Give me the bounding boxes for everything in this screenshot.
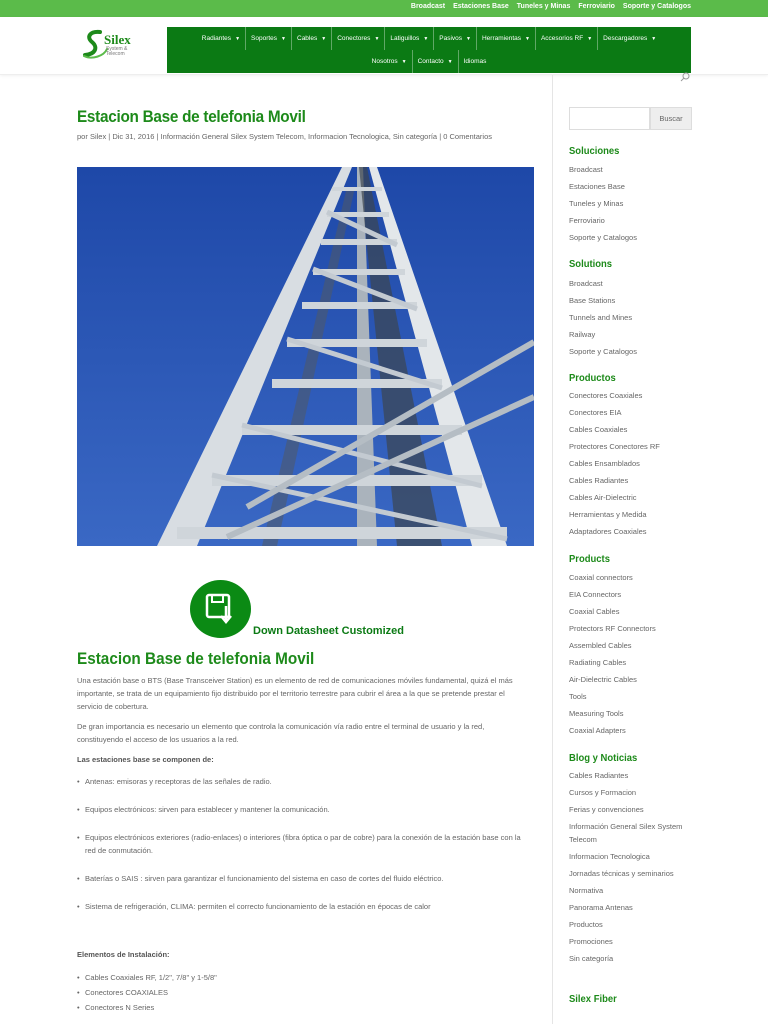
top-link-soporte[interactable]: Soporte y Catalogos [622,3,691,10]
nav-label: Cables [297,35,318,42]
nav-label: Contacto [417,58,444,65]
chevron-down-icon: ▼ [651,35,657,42]
list-item[interactable]: Cursos y Formacion [569,788,637,797]
list-item: • Conectores COAXIALES [85,985,535,1000]
author-link[interactable]: Silex [89,132,107,141]
list-item[interactable]: Railway [569,330,596,339]
list-item: • Equipos electrónicos exteriores (radio-enlaces) o interiores (fibra óptica o par de cobre) para la conexión de la estación base con la red de conmutación. [85,831,530,857]
list-item[interactable]: Coaxial Cables [569,607,620,616]
floppy-download-icon [190,580,251,638]
nav-item-nosotros[interactable] [367,50,413,73]
chevron-down-icon: ▼ [235,35,241,42]
section-heading: Estacion Base de telefonia Movil [77,649,315,668]
nav-label: Latiguillos [390,35,420,42]
chevron-down-icon: ▼ [587,35,593,42]
chevron-down-icon: ▼ [281,35,286,42]
meta-prefix: por [77,132,90,141]
top-link-ferroviario[interactable]: Ferroviario [578,3,615,10]
chevron-down-icon: ▼ [321,35,327,42]
components-title: Las estaciones base se componen de: [77,755,214,764]
nav-label: Descargadores [603,35,648,42]
list-item[interactable]: Tuneles y Minas [569,199,624,208]
widget-title-products: Products [569,553,610,565]
tower-illustration [77,167,534,546]
list-item[interactable]: Ferroviario [569,216,605,225]
list-item[interactable]: Adaptadores Coaxiales [569,527,647,536]
nav-item-accesorios-rf[interactable] [536,27,598,50]
nav-item-descargadores[interactable] [598,27,661,50]
nav-item-contacto[interactable] [413,50,459,73]
main-nav-row-1 [167,27,691,50]
main-nav [167,27,691,73]
list-item[interactable]: Protectors RF Connectors [569,624,656,633]
main-nav-row-2 [167,50,691,73]
widget-list-solutions [569,275,699,360]
list-item: • Sistema de refrigeración, CLIMA: permiten el correcto funcionamiento de la estación en épocas de calor [85,900,530,913]
list-item[interactable]: Air-Dielectric Cables [569,675,637,684]
list-item[interactable]: Conectores Coaxiales [569,391,643,400]
site-header [0,17,768,75]
widget-title-blog: Blog y Noticias [569,752,638,764]
list-item[interactable]: Información General Silex System Telecom [569,822,683,844]
list-item[interactable]: Assembled Cables [569,641,632,650]
list-item[interactable]: Sin categoría [569,954,614,963]
nav-item-latiguillos[interactable] [385,27,434,50]
nav-label: Accesorios RF [540,35,584,42]
list-item[interactable]: Tools [569,692,587,701]
chevron-down-icon: ▼ [401,58,407,65]
list-item[interactable]: Cables Radiantes [569,771,629,780]
list-item[interactable]: Promociones [569,937,613,946]
nav-item-radiantes[interactable] [197,27,246,50]
list-item[interactable]: Productos [569,920,603,929]
list-item[interactable]: Informacion Tecnologica [569,852,650,861]
nav-label: Idiomas [463,58,487,65]
list-item[interactable]: Broadcast [569,165,603,174]
list-item[interactable]: Jornadas técnicas y seminarios [569,869,674,878]
install-title: Elementos de Instalación: [77,950,170,959]
chevron-down-icon: ▼ [525,35,530,42]
site-logo[interactable] [82,29,144,59]
nav-item-conectores[interactable] [332,27,385,50]
list-item[interactable]: Tunnels and Mines [569,313,633,322]
list-item[interactable]: Ferias y convenciones [569,805,644,814]
list-item[interactable]: Radiating Cables [569,658,627,667]
top-link-estaciones-base[interactable]: Estaciones Base [453,3,509,10]
chevron-down-icon: ▼ [423,35,429,42]
tower-image [77,167,534,546]
widget-list-productos [569,387,699,540]
list-item: • Cables Coaxiales RF, 1/2", 7/8" y 1-5/8" [85,970,535,985]
widget-title-soluciones: Soluciones [569,145,620,157]
list-item[interactable]: Measuring Tools [569,709,624,718]
list-item[interactable]: Coaxial Adapters [569,726,626,735]
list-item[interactable]: Panorama Antenas [569,903,633,912]
nav-label: Soportes [251,35,278,42]
datasheet-circle [190,580,251,638]
nav-item-pasivos[interactable] [434,27,477,50]
chevron-down-icon: ▼ [447,58,453,65]
nav-item-idiomas[interactable] [459,50,492,73]
nav-item-herramientas[interactable] [477,27,536,50]
list-item: • Conectores N Series [85,1000,535,1015]
widget-list-products [569,569,699,739]
top-link-tuneles-minas[interactable]: Tuneles y Minas [516,3,571,10]
widget-title-productos: Productos [569,372,616,384]
list-item[interactable]: Cables Ensamblados [569,459,640,468]
sidebar-divider [552,75,553,1024]
list-item[interactable]: Broadcast [569,279,603,288]
logo-subtitle: System & Telecom [106,46,128,57]
list-item[interactable]: Base Stations [569,296,616,305]
post-meta: por Silex | Dic 31, 2016 | Información General Silex System Telecom, Informacion Tecnologica, Sin categoría | 0 Comentarios [77,132,493,141]
list-item[interactable]: Soporte y Catalogos [569,347,637,356]
search-icon[interactable] [680,72,690,82]
nav-label: Nosotros [371,58,398,65]
nav-label: Radiantes [201,35,232,42]
top-links [411,3,691,10]
list-item[interactable]: EIA Connectors [569,590,622,599]
datasheet-download[interactable] [190,580,430,640]
widget-list-blog [569,767,699,967]
list-item[interactable]: Coaxial connectors [569,573,633,582]
nav-label: Conectores [337,35,371,42]
list-item[interactable]: Protectores Conectores RF [569,442,660,451]
widget-list-soluciones [569,161,699,246]
top-bar [0,0,768,17]
list-item[interactable]: Conectores EIA [569,408,622,417]
post-date: Dic 31, 2016 [112,132,155,141]
second-paragraph: De gran importancia es necesario un elemento que controla la comunicación vía radio entre el terminal de usuario y la red, constituyendo el acceso de los usuarios a la red. [77,722,485,744]
category-links[interactable]: Información General Silex System Telecom, Informacion Tecnologica, Sin categoría [160,132,438,141]
intro-paragraph: Una estación base o BTS (Base Transceiver Station) es un elemento de red de comunicaciones móviles fundamental, quizá el más importante, se trata de un equipamiento fijo distribuido por el territorio terrestre para cubrir el área a la que se pretende prestar el servicio de cobertura. [77,676,513,711]
list-item[interactable]: Cables Radiantes [569,476,629,485]
nav-item-cables[interactable] [292,27,332,50]
nav-item-soportes[interactable] [246,27,292,50]
post-title[interactable]: Estacion Base de telefonia Movil [77,107,306,126]
datasheet-label[interactable]: Down Datasheet Customized [253,625,404,637]
list-item[interactable]: Herramientas y Medida [569,510,647,519]
top-link-broadcast[interactable]: Broadcast [410,3,446,10]
comments-link[interactable]: 0 Comentarios [443,132,493,141]
logo-name: Silex [104,32,131,47]
nav-label: Herramientas [481,35,521,42]
widget-title-silex-fiber: Silex Fiber [569,993,617,1005]
list-item[interactable]: Estaciones Base [569,182,625,191]
sidebar-search-input[interactable] [569,107,650,130]
list-item[interactable]: Cables Air-Dielectric [569,493,637,502]
list-item: • Baterías o SAIS : sirven para garantizar el funcionamiento del sistema en caso de cortes del fluido eléctrico. [85,872,530,885]
list-item: • Antenas: emisoras y receptoras de las señales de radio. [85,775,530,788]
list-item[interactable]: Normativa [569,886,604,895]
sidebar-search-button[interactable]: Buscar [650,107,692,130]
list-item: • Equipos electrónicos: sirven para establecer y mantener la comunicación. [85,803,530,816]
widget-title-solutions: Solutions [569,258,613,270]
chevron-down-icon: ▼ [374,35,380,42]
nav-label: Pasivos [439,35,463,42]
list-item[interactable]: Soporte y Catalogos [569,233,637,242]
list-item[interactable]: Cables Coaxiales [569,425,628,434]
install-list [85,970,535,1015]
chevron-down-icon: ▼ [466,35,471,42]
